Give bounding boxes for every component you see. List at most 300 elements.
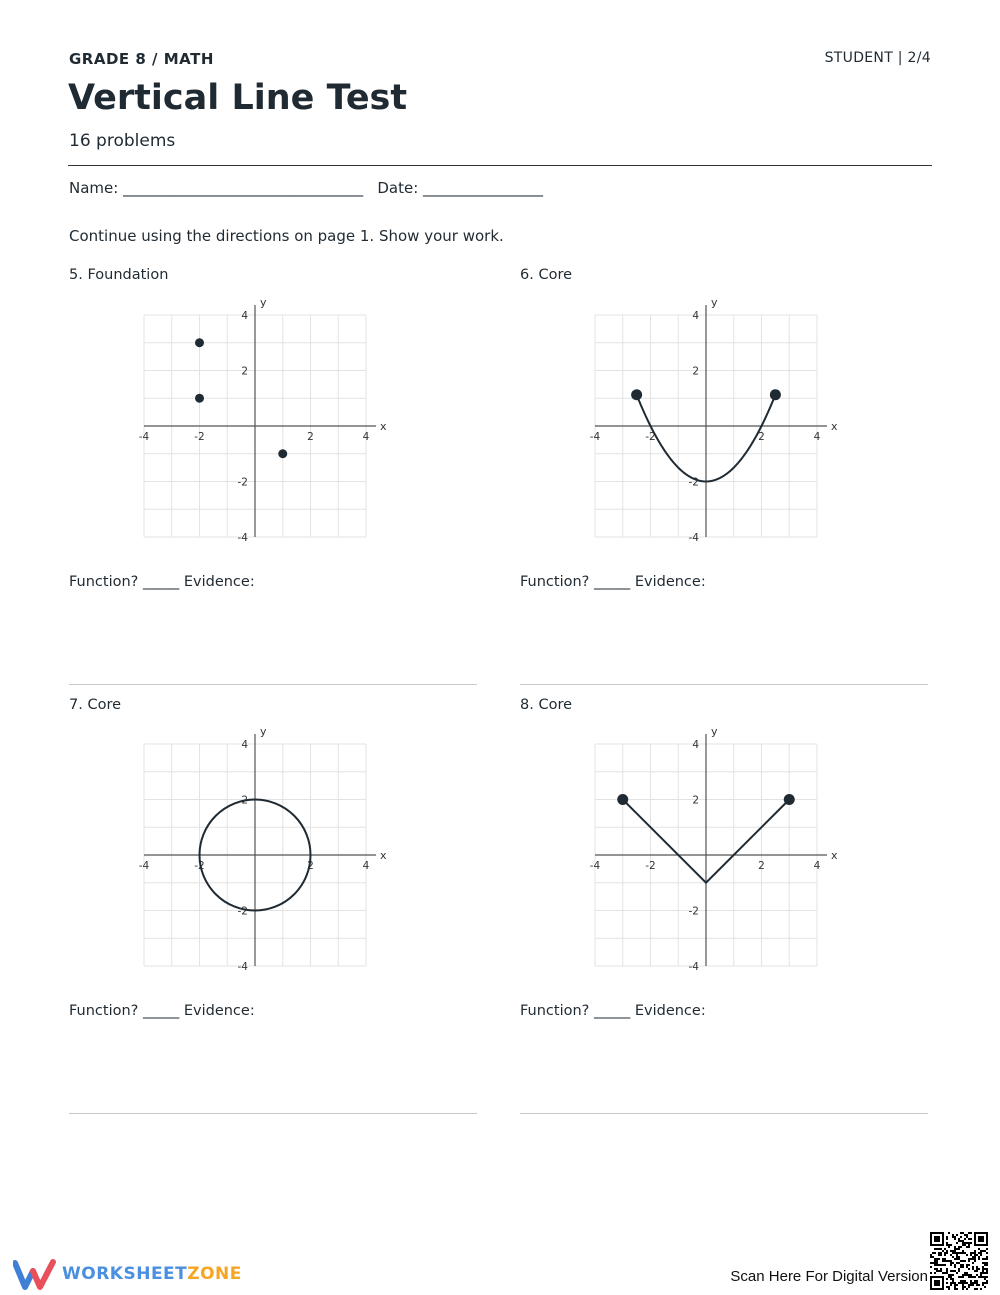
qr-module [974,1254,976,1256]
y-tick-label: -4 [237,961,248,973]
grade-subject: GRADE 8 / MATH [69,50,214,68]
qr-module [962,1276,964,1278]
qr-module [966,1266,968,1268]
qr-module [958,1248,960,1250]
qr-module [986,1282,988,1284]
x-tick-label: 2 [758,431,765,443]
qr-module [964,1260,966,1262]
qr-module [954,1286,956,1288]
qr-module [954,1270,956,1272]
qr-module [934,1252,936,1254]
problem-7-label: 7. Core [69,697,122,713]
qr-module [956,1252,958,1254]
qr-module [930,1266,932,1268]
qr-module [984,1258,986,1260]
qr-module [932,1256,934,1258]
qr-module [938,1252,940,1254]
qr-module [982,1276,984,1278]
x-axis-label: x [831,420,838,433]
problem-5-answer-line [69,684,477,685]
qr-module [946,1286,948,1288]
qr-module [954,1284,956,1286]
qr-module [972,1276,974,1278]
qr-module [974,1288,976,1290]
qr-module [962,1232,964,1234]
qr-module [956,1258,958,1260]
x-tick-label: -2 [194,431,205,443]
qr-module [970,1276,972,1278]
directions: Continue using the directions on page 1. Show your work. [69,227,504,245]
qr-module [984,1250,986,1252]
qr-module [934,1248,936,1250]
qr-module [984,1272,986,1274]
problem-5-label: 5. Foundation [69,267,169,283]
x-axis-label: x [380,849,387,862]
qr-module [970,1238,972,1240]
qr-module [962,1284,964,1286]
qr-module [950,1264,952,1266]
qr-module [976,1266,978,1268]
qr-module [934,1262,936,1264]
qr-module [938,1258,940,1260]
qr-module [960,1264,962,1266]
y-tick-label: 4 [241,310,248,322]
qr-module [976,1288,978,1290]
logo-part-2: ZONE [187,1264,242,1284]
qr-module [956,1272,958,1274]
qr-module [986,1262,988,1264]
qr-module [952,1274,954,1276]
qr-module [970,1280,972,1282]
qr-module [948,1232,950,1234]
endpoint [770,389,781,400]
qr-module [954,1252,956,1254]
qr-module [936,1258,938,1260]
problem-5-answer: Function? _____ Evidence: [69,574,255,590]
worksheetzone-logo-text[interactable] [62,1264,242,1284]
qr-module [930,1254,932,1256]
qr-module [958,1256,960,1258]
y-tick-label: 2 [692,794,699,807]
qr-module [950,1260,952,1262]
qr-module [940,1268,942,1270]
problem-count: 16 problems [69,131,176,151]
qr-module [954,1238,956,1240]
qr-module [986,1272,988,1274]
qr-module [962,1274,964,1276]
qr-module [964,1252,966,1254]
qr-module [960,1260,962,1262]
qr-module [982,1262,984,1264]
qr-module [974,1280,976,1282]
qr-module [960,1240,962,1242]
qr-module [954,1236,956,1238]
qr-module [964,1272,966,1274]
y-tick-label: -4 [688,532,699,544]
x-tick-label: -4 [138,860,150,872]
qr-module [932,1262,934,1264]
problem-8-label: 8. Core [520,697,573,713]
y-tick-label: 4 [692,310,699,322]
qr-module [986,1280,988,1282]
x-tick-label: -2 [645,860,656,872]
x-axis-label: x [831,849,838,862]
qr-module [960,1246,962,1248]
qr-module [942,1260,944,1262]
qr-module [982,1272,984,1274]
qr-module [968,1276,970,1278]
qr-module [968,1260,970,1262]
qr-module [954,1282,956,1284]
qr-module [970,1252,972,1254]
qr-module [958,1258,960,1260]
qr-module [974,1256,976,1258]
y-tick-label: -4 [237,532,248,544]
qr-module [974,1276,976,1278]
qr-module [972,1268,974,1270]
qr-module [962,1286,964,1288]
qr-module [960,1282,962,1284]
qr-module [944,1264,946,1266]
qr-module [932,1252,934,1254]
logo-part-1: WORKSHEET [62,1264,188,1284]
qr-module [962,1282,964,1284]
qr-module [982,1284,984,1286]
endpoint [631,389,642,400]
header-divider [68,165,932,166]
qr-module [954,1246,956,1248]
qr-module [956,1242,958,1244]
qr-module [934,1268,936,1270]
y-tick-label: -2 [237,476,248,489]
qr-module [954,1258,956,1260]
qr-module [982,1270,984,1272]
x-tick-label: 4 [813,860,821,872]
qr-module [958,1240,960,1242]
qr-module [982,1250,984,1252]
x-tick-label: 4 [362,431,370,443]
qr-module [956,1288,958,1290]
qr-module [980,1288,982,1290]
qr-module [958,1246,960,1248]
problem-6-label: 6. Core [520,267,573,283]
qr-module [986,1248,988,1250]
qr-module [966,1246,968,1248]
qr-module [956,1256,958,1258]
x-tick-label: 2 [307,860,314,872]
endpoint [784,794,795,805]
qr-module [984,1282,986,1284]
qr-module [944,1254,946,1256]
qr-module [974,1270,976,1272]
qr-module [954,1266,956,1268]
qr-module [968,1244,970,1246]
qr-module [950,1250,952,1252]
data-point [195,338,204,347]
y-tick-label: 4 [692,739,699,751]
qr-module [980,1274,982,1276]
qr-module [966,1274,968,1276]
qr-module [980,1254,982,1256]
qr-module [942,1272,944,1274]
y-axis-label: y [260,725,267,738]
qr-module [958,1252,960,1254]
qr-module [962,1252,964,1254]
qr-module [980,1252,982,1254]
qr-module [986,1268,988,1270]
problem-8-graph [586,724,846,974]
qr-module [962,1288,964,1290]
qr-module [958,1276,960,1278]
qr-module [952,1282,954,1284]
qr-module [974,1258,976,1260]
qr-module [952,1262,954,1264]
problem-7-answer: Function? _____ Evidence: [69,1003,255,1019]
qr-module [950,1270,952,1272]
qr-finder-center [934,1236,940,1242]
qr-module [938,1248,940,1250]
qr-module [952,1236,954,1238]
qr-module [950,1278,952,1280]
name-date-line: Name: ________________________________ Date: ________________ [69,179,544,197]
qr-module [936,1248,938,1250]
qr-module [930,1272,932,1274]
qr-module [960,1276,962,1278]
qr-module [944,1260,946,1262]
qr-module [968,1264,970,1266]
qr-module [958,1268,960,1270]
qr-module [940,1270,942,1272]
qr-module [984,1286,986,1288]
qr-module [936,1262,938,1264]
qr-module [968,1246,970,1248]
qr-module [968,1238,970,1240]
qr-module [958,1262,960,1264]
qr-module [978,1248,980,1250]
problem-8-answer-line [520,1113,928,1114]
qr-finder-center [978,1236,984,1242]
qr-module [936,1268,938,1270]
qr-module [934,1272,936,1274]
y-tick-label: 2 [692,365,699,378]
qr-module [972,1284,974,1286]
x-axis-label: x [380,420,387,433]
qr-module [982,1268,984,1270]
qr-module [968,1232,970,1234]
qr-module [978,1276,980,1278]
qr-module [964,1282,966,1284]
qr-module [974,1260,976,1262]
qr-module [972,1252,974,1254]
qr-module [986,1276,988,1278]
x-tick-label: -2 [194,860,205,872]
qr-module [978,1252,980,1254]
worksheetzone-logo-icon [13,1259,57,1291]
qr-module [954,1250,956,1252]
problem-5-graph [135,295,395,545]
qr-module [978,1256,980,1258]
x-tick-label: 4 [813,431,821,443]
qr-module [986,1264,988,1266]
qr-module [976,1282,978,1284]
y-axis-label: y [711,725,718,738]
qr-module [948,1288,950,1290]
y-axis-label: y [260,296,267,309]
qr-module [968,1242,970,1244]
qr-module [970,1242,972,1244]
qr-module [946,1250,948,1252]
qr-module [956,1234,958,1236]
qr-module [956,1262,958,1264]
qr-module [944,1252,946,1254]
qr-module [942,1250,944,1252]
page-info: STUDENT | 2/4 [824,50,931,66]
qr-module [976,1284,978,1286]
qr-module [968,1268,970,1270]
qr-module [980,1272,982,1274]
qr-module [986,1258,988,1260]
qr-module [952,1270,954,1272]
qr-module [958,1270,960,1272]
qr-module [956,1254,958,1256]
qr-module [952,1250,954,1252]
qr-module [970,1282,972,1284]
qr-module [952,1280,954,1282]
qr-module [936,1264,938,1266]
qr-code-icon[interactable] [930,1232,988,1290]
qr-module [982,1282,984,1284]
qr-module [974,1250,976,1252]
qr-module [962,1266,964,1268]
qr-module [954,1248,956,1250]
qr-module [982,1266,984,1268]
qr-module [934,1258,936,1260]
qr-module [970,1258,972,1260]
qr-module [960,1252,962,1254]
data-point [278,449,287,458]
qr-module [950,1284,952,1286]
qr-module [950,1254,952,1256]
qr-module [952,1252,954,1254]
qr-module [950,1276,952,1278]
qr-module [984,1276,986,1278]
qr-module [972,1266,974,1268]
x-tick-label: -2 [645,431,656,443]
data-point [195,394,204,403]
qr-module [946,1270,948,1272]
problem-6-answer: Function? _____ Evidence: [520,574,706,590]
qr-module [976,1268,978,1270]
qr-module [940,1252,942,1254]
qr-module [938,1270,940,1272]
y-tick-label: 2 [241,794,248,807]
qr-module [962,1240,964,1242]
qr-module [950,1262,952,1264]
qr-module [948,1246,950,1248]
qr-module [934,1260,936,1262]
qr-module [968,1274,970,1276]
qr-module [966,1282,968,1284]
qr-module [958,1238,960,1240]
x-tick-label: 2 [758,860,765,872]
y-tick-label: 2 [241,365,248,378]
qr-module [952,1234,954,1236]
problem-6-graph [586,295,846,545]
qr-module [930,1256,932,1258]
qr-module [978,1268,980,1270]
qr-module [972,1258,974,1260]
qr-module [946,1238,948,1240]
qr-module [966,1234,968,1236]
qr-module [942,1264,944,1266]
qr-module [980,1276,982,1278]
qr-module [984,1268,986,1270]
qr-module [948,1286,950,1288]
y-tick-label: -2 [237,905,248,918]
qr-module [968,1284,970,1286]
qr-module [984,1262,986,1264]
y-tick-label: -2 [688,476,699,489]
qr-module [960,1280,962,1282]
qr-module [964,1234,966,1236]
scan-text: Scan Here For Digital Version [730,1268,928,1285]
qr-module [930,1262,932,1264]
qr-module [948,1276,950,1278]
qr-module [946,1260,948,1262]
qr-module [944,1258,946,1260]
qr-module [978,1258,980,1260]
problem-7-graph [135,724,395,974]
y-tick-label: -4 [688,961,699,973]
qr-module [938,1264,940,1266]
qr-module [964,1238,966,1240]
qr-module [954,1264,956,1266]
qr-module [962,1264,964,1266]
qr-module [946,1282,948,1284]
qr-module [964,1274,966,1276]
qr-module [960,1236,962,1238]
qr-module [946,1242,948,1244]
qr-module [976,1280,978,1282]
qr-module [962,1244,964,1246]
qr-module [986,1270,988,1272]
qr-module [970,1274,972,1276]
x-tick-label: -4 [138,431,150,443]
qr-module [980,1250,982,1252]
qr-module [984,1264,986,1266]
qr-module [970,1254,972,1256]
x-tick-label: 2 [307,431,314,443]
qr-module [964,1244,966,1246]
endpoint [617,794,628,805]
qr-module [964,1286,966,1288]
qr-module [946,1252,948,1254]
qr-module [950,1274,952,1276]
qr-module [978,1284,980,1286]
qr-module [948,1244,950,1246]
problem-7-answer-line [69,1113,477,1114]
qr-module [946,1244,948,1246]
qr-module [940,1248,942,1250]
qr-module [976,1254,978,1256]
qr-module [984,1278,986,1280]
x-tick-label: -4 [589,860,601,872]
qr-module [972,1256,974,1258]
qr-module [982,1258,984,1260]
qr-module [962,1250,964,1252]
y-tick-label: -2 [688,905,699,918]
qr-module [940,1264,942,1266]
